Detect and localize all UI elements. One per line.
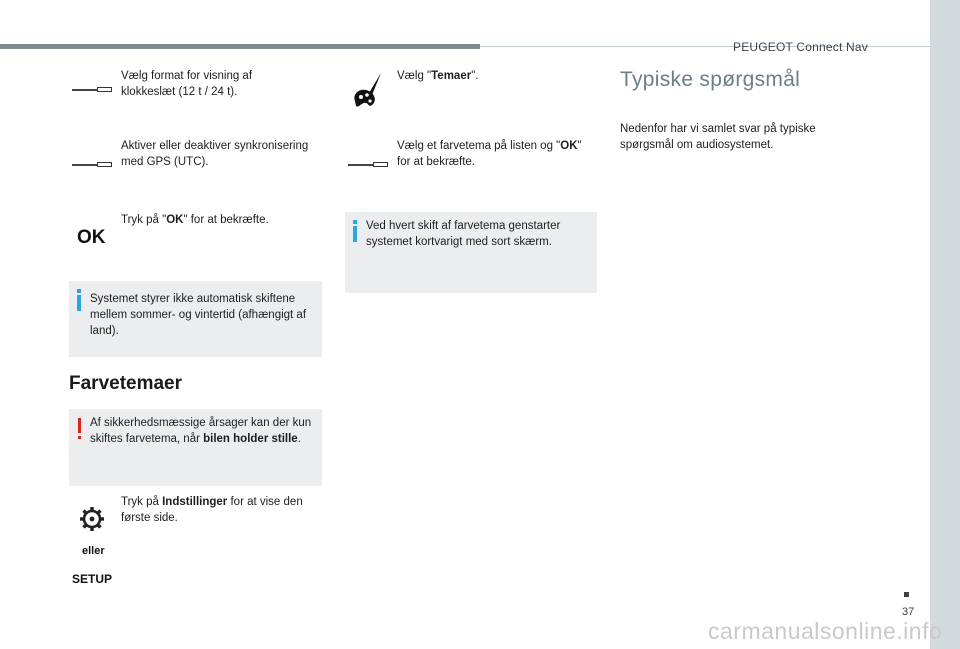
info-note-text: Systemet styrer ikke automatisk skiftene mellem sommer- og vintertid (afhængigt af land). — [90, 293, 307, 337]
slider-knob-icon — [97, 162, 112, 167]
time-format-text: Vælg format for visning af klokkeslæt (12 t / 24 t). — [121, 70, 253, 98]
palette-icon — [351, 73, 385, 111]
ok-instruction-text: Tryk på "OK" for at bekræfte. — [121, 214, 269, 226]
themes-instruction-text: Vælg "Temaer". — [397, 70, 479, 82]
warning-icon — [78, 418, 82, 440]
or-label: eller — [82, 545, 105, 557]
info-box-theme-restart — [345, 212, 597, 293]
info-icon — [353, 220, 359, 242]
info-icon — [77, 289, 83, 311]
section-title-color-themes: Farvetemaer — [69, 373, 183, 394]
header-title: PEUGEOT Connect Nav — [733, 40, 868, 54]
gear-icon — [78, 505, 106, 533]
choose-theme-text: Vælg et farvetema på listen og "OK" for at bekræfte. — [397, 140, 582, 168]
warning-box — [69, 409, 322, 486]
setup-button-label: SETUP — [72, 572, 113, 586]
warning-text: Af sikkerhedsmæssige årsager kan der kun skiftes farvetema, når bilen holder stille. — [90, 417, 312, 445]
settings-instruction-text: Tryk på Indstillinger for at vise den første side. — [121, 496, 303, 524]
line-icon-time-format — [72, 89, 112, 91]
ok-button-label: OK — [77, 227, 106, 248]
line-icon-choose-theme — [348, 164, 388, 166]
page-number: 37 — [902, 606, 915, 618]
page-marker — [904, 592, 909, 597]
header-rule — [0, 44, 480, 49]
side-strip — [930, 0, 960, 649]
faq-intro-text: Nedenfor har vi samlet svar på typiske spørgsmål om audiosystemet. — [620, 123, 816, 151]
info-box-summer-time — [69, 281, 322, 357]
info-note-text: Ved hvert skift af farvetema genstarter systemet kortvarigt med sort skærm. — [366, 220, 561, 248]
faq-title: Typiske spørgsmål — [620, 68, 801, 91]
slider-knob-icon — [373, 162, 388, 167]
slider-knob-icon — [97, 87, 112, 92]
watermark-text: carmanualsonline.info — [708, 618, 943, 644]
gps-sync-text: Aktiver eller deaktiver synkronisering med GPS (UTC). — [121, 140, 309, 168]
line-icon-gps-sync — [72, 164, 112, 166]
